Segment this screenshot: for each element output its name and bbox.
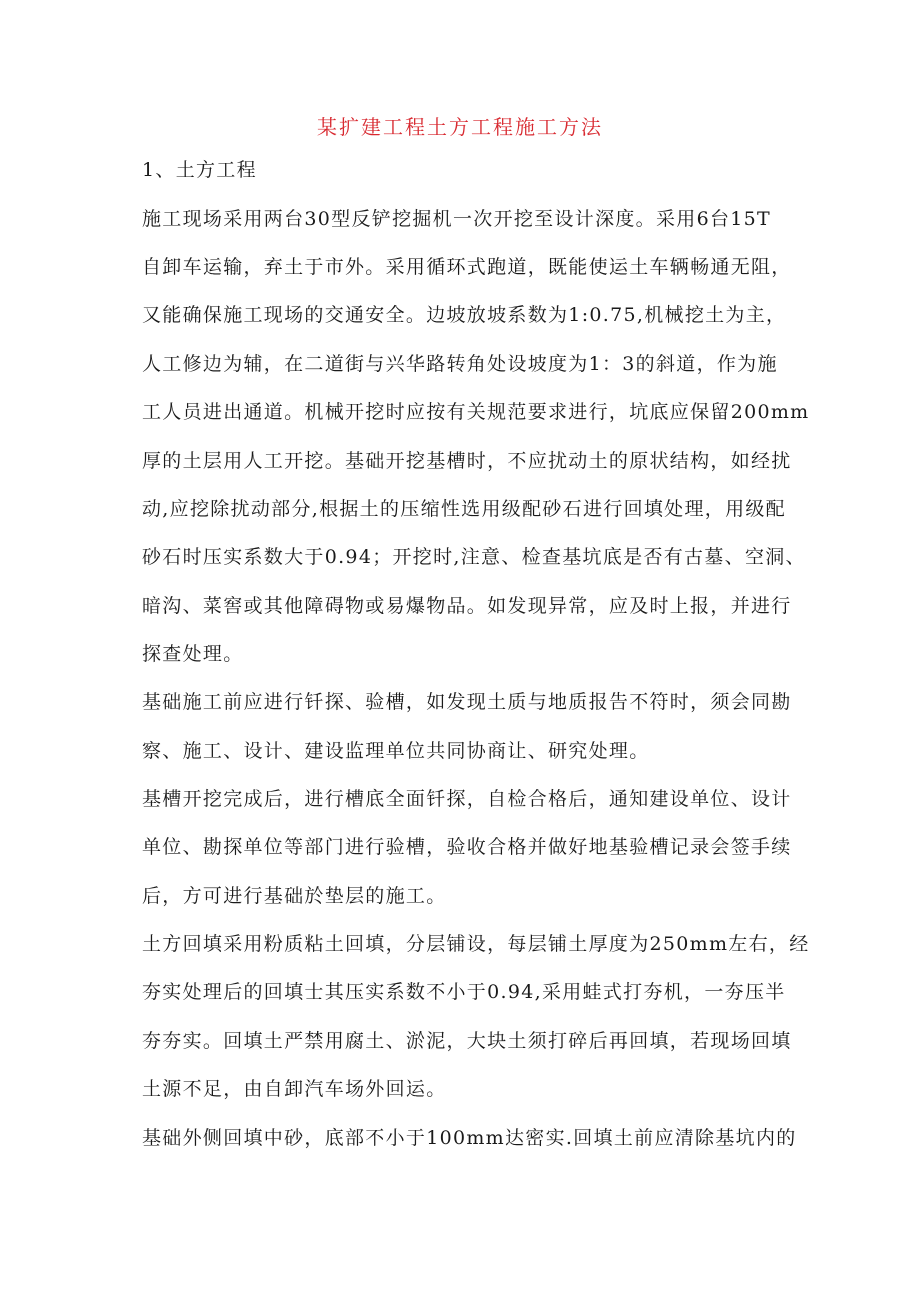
text-line: 单位、勘探单位等部门进行验槽，验收合格并做好地基验槽记录会签手续 bbox=[142, 836, 792, 858]
text-line: 暗沟、菜窖或其他障碍物或易爆物品。如发现异常，应及时上报，并进行 bbox=[142, 595, 792, 617]
text-line: 土源不足，由自卸汽车场外回运。 bbox=[142, 1078, 447, 1100]
text-line: 又能确保施工现场的交通安全。边坡放坡系数为1:0.75,机械挖土为主， bbox=[142, 304, 787, 326]
text-line: 动,应挖除扰动部分,根据土的压缩性选用级配砂石进行回填处理，用级配 bbox=[142, 498, 786, 520]
text-line: 探查处理。 bbox=[142, 643, 244, 665]
text-line: 自卸车运输，弃土于市外。采用循环式跑道，既能使运土车辆畅通无阻， bbox=[142, 256, 792, 278]
text-line: 砂石时压实系数大于0.94；开挖时,注意、检查基坑底是否有古墓、空洞、 bbox=[142, 546, 806, 568]
text-line: 夯夯实。回填土严禁用腐土、淤泥，大块土须打碎后再回填，若现场回填 bbox=[142, 1030, 792, 1052]
text-line: 人工修边为辅，在二道街与兴华路转角处设坡度为1：3的斜道，作为施 bbox=[142, 353, 778, 375]
text-line: 察、施工、设计、建设监理单位共同协商让、研究处理。 bbox=[142, 740, 650, 762]
document-title: 某扩建工程土方工程施工方法 bbox=[317, 115, 603, 139]
text-line: 施工现场采用两台30型反铲挖掘机一次开挖至设计深度。采用6台15T bbox=[142, 208, 772, 230]
text-line: 厚的土层用人工开挖。基础开挖基槽时，不应扰动土的原状结构，如经扰 bbox=[142, 450, 792, 472]
text-line: 基础外侧回填中砂，底部不小于100mm达密实.回填土前应清除基坑内的 bbox=[142, 1127, 797, 1149]
text-line: 基槽开挖完成后，进行槽底全面钎探，自检合格后，通知建设单位、设计 bbox=[142, 788, 792, 810]
text-line: 土方回填采用粉质粘土回填，分层铺设，每层铺土厚度为250mm左右，经 bbox=[142, 933, 810, 955]
text-line: 夯实处理后的回填士其压实系数不小于0.94,采用蛙式打夯机，一夯压半 bbox=[142, 981, 786, 1003]
section-heading: 1、土方工程 bbox=[142, 159, 257, 181]
text-line: 后，方可进行基础於垫层的施工。 bbox=[142, 885, 447, 907]
text-line: 基础施工前应进行钎探、验槽，如发现土质与地质报告不符时，须会同勘 bbox=[142, 691, 792, 713]
text-line: 工人员进出通道。机械开挖时应按有关规范要求进行，坑底应保留200mm bbox=[142, 401, 810, 423]
